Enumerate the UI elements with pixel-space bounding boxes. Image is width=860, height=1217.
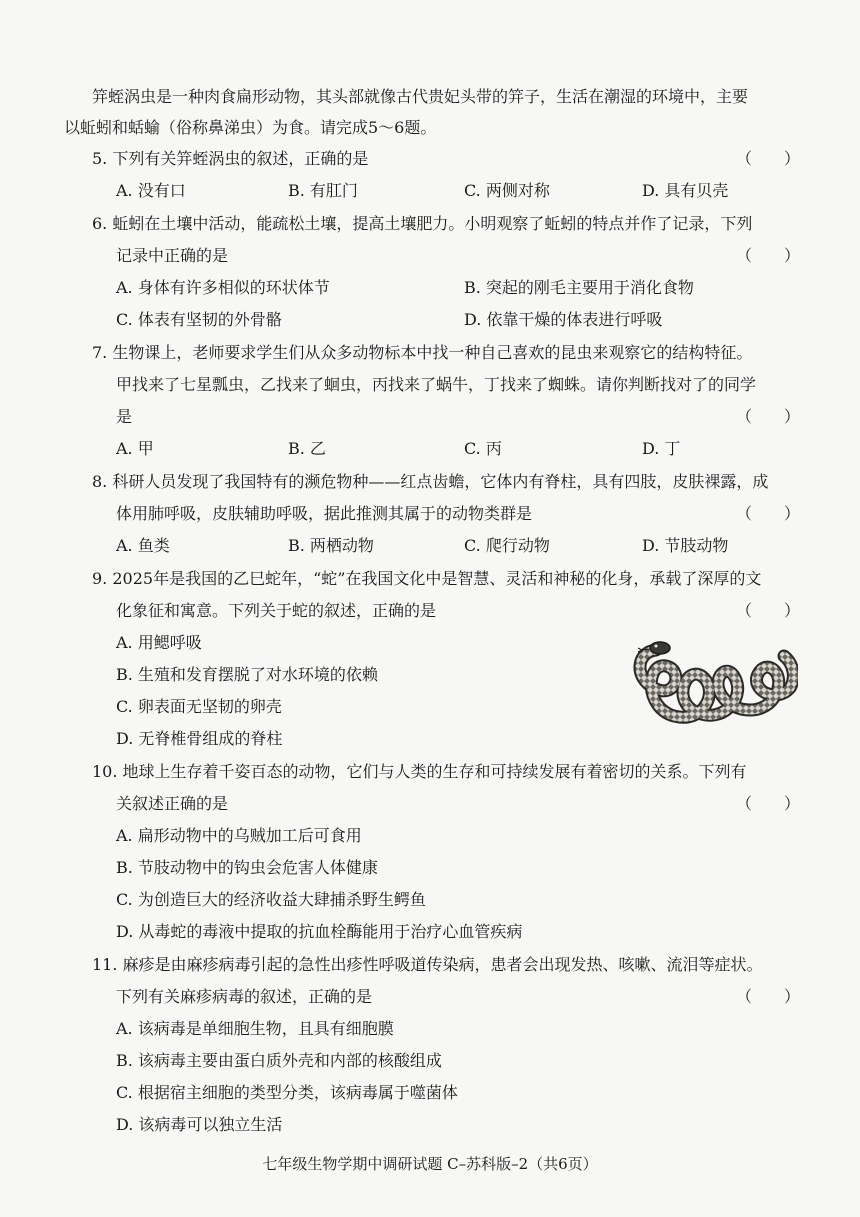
q11-stem-1: 11. 麻疹是由麻疹病毒引起的急性出疹性呼吸道传染病，患者会出现发热、咳嗽、流泪等症状。 <box>92 955 763 974</box>
q10-option-a: A. 扁形动物中的乌贼加工后可食用 <box>116 826 362 845</box>
q6-stem-2: 记录中正确的是 <box>116 246 229 265</box>
q10-option-b: B. 节肢动物中的钩虫会危害人体健康 <box>116 858 378 877</box>
intro-line-2: 以蚯蚓和蛞蝓（俗称鼻涕虫）为食。请完成5～6题。 <box>64 118 437 137</box>
q11-option-c: C. 根据宿主细胞的类型分类，该病毒属于噬菌体 <box>116 1083 458 1102</box>
q7-option-a: A. 甲 <box>116 439 154 458</box>
q9-answer-bracket: （ ） <box>736 601 801 620</box>
q11-option-d: D. 该病毒可以独立生活 <box>116 1115 283 1134</box>
q8-answer-bracket: （ ） <box>736 504 801 523</box>
q7-stem-2: 甲找来了七星瓢虫，乙找来了蛔虫，丙找来了蜗牛，丁找来了蜘蛛。请你判断找对了的同学 <box>116 375 757 394</box>
snake-illustration <box>626 630 798 730</box>
q7-option-d: D. 丁 <box>642 439 681 458</box>
q9-option-d: D. 无脊椎骨组成的脊柱 <box>116 729 283 748</box>
q7-option-b: B. 乙 <box>288 439 326 458</box>
q6-option-c: C. 体表有坚韧的外骨骼 <box>116 310 282 329</box>
q11-option-a: A. 该病毒是单细胞生物，且具有细胞膜 <box>116 1019 394 1038</box>
q10-option-c: C. 为创造巨大的经济收益大肆捕杀野生鳄鱼 <box>116 890 426 909</box>
q5-option-b: B. 有肛门 <box>288 181 358 200</box>
q5-stem: 5. 下列有关笄蛭涡虫的叙述，正确的是 <box>92 149 369 168</box>
q9-stem-2: 化象征和寓意。下列关于蛇的叙述，正确的是 <box>116 601 437 620</box>
q8-stem-1: 8. 科研人员发现了我国特有的濒危物种——红点齿蟾，它体内有脊柱，具有四肢，皮肤裸露，成 <box>92 472 769 491</box>
intro-line-1: 笄蛭涡虫是一种肉食扁形动物，其头部就像古代贵妃头带的笄子，生活在潮湿的环境中，主要 <box>92 87 749 106</box>
q9-stem-1: 9. 2025年是我国的乙巳蛇年，“蛇”在我国文化中是智慧、灵活和神秘的化身，承载了深厚的文 <box>92 569 762 588</box>
q7-stem-3: 是 <box>116 407 133 426</box>
q8-option-c: C. 爬行动物 <box>464 536 550 555</box>
q9-option-b: B. 生殖和发育摆脱了对水环境的依赖 <box>116 665 378 684</box>
q5-answer-bracket: （ ） <box>736 149 801 168</box>
q8-option-a: A. 鱼类 <box>116 536 170 555</box>
q8-stem-2: 体用肺呼吸，皮肤辅助呼吸，据此推测其属于的动物类群是 <box>116 504 533 523</box>
q6-stem-1: 6. 蚯蚓在土壤中活动，能疏松土壤，提高土壤肥力。小明观察了蚯蚓的特点并作了记录，下列 <box>92 214 753 233</box>
q10-answer-bracket: （ ） <box>736 794 801 813</box>
q6-answer-bracket: （ ） <box>736 246 801 265</box>
q5-option-d: D. 具有贝壳 <box>642 181 729 200</box>
q6-option-d: D. 依靠干燥的体表进行呼吸 <box>464 310 663 329</box>
q10-stem-2: 关叙述正确的是 <box>116 794 229 813</box>
q11-stem-2: 下列有关麻疹病毒的叙述，正确的是 <box>116 987 373 1006</box>
q5-option-c: C. 两侧对称 <box>464 181 550 200</box>
q7-option-c: C. 丙 <box>464 439 502 458</box>
q7-stem-1: 7. 生物课上，老师要求学生们从众多动物标本中找一种自己喜欢的昆虫来观察它的结构特征。 <box>92 343 753 362</box>
q6-option-b: B. 突起的刚毛主要用于消化食物 <box>464 278 694 297</box>
q9-option-c: C. 卵表面无坚韧的卵壳 <box>116 697 282 716</box>
q8-option-d: D. 节肢动物 <box>642 536 729 555</box>
q11-answer-bracket: （ ） <box>736 987 801 1006</box>
q10-stem-1: 10. 地球上生存着千姿百态的动物，它们与人类的生存和可持续发展有着密切的关系。下列有 <box>92 762 747 781</box>
q5-option-a: A. 没有口 <box>116 181 186 200</box>
q8-option-b: B. 两栖动物 <box>288 536 374 555</box>
q7-answer-bracket: （ ） <box>736 407 801 426</box>
q6-option-a: A. 身体有许多相似的环状体节 <box>116 278 330 297</box>
q10-option-d: D. 从毒蛇的毒液中提取的抗血栓酶能用于治疗心血管疾病 <box>116 922 523 941</box>
page-footer: 七年级生物学期中调研试题 C–苏科版–2（共6页） <box>262 1155 598 1173</box>
q11-option-b: B. 该病毒主要由蛋白质外壳和内部的核酸组成 <box>116 1051 442 1070</box>
q9-option-a: A. 用鳃呼吸 <box>116 633 202 652</box>
